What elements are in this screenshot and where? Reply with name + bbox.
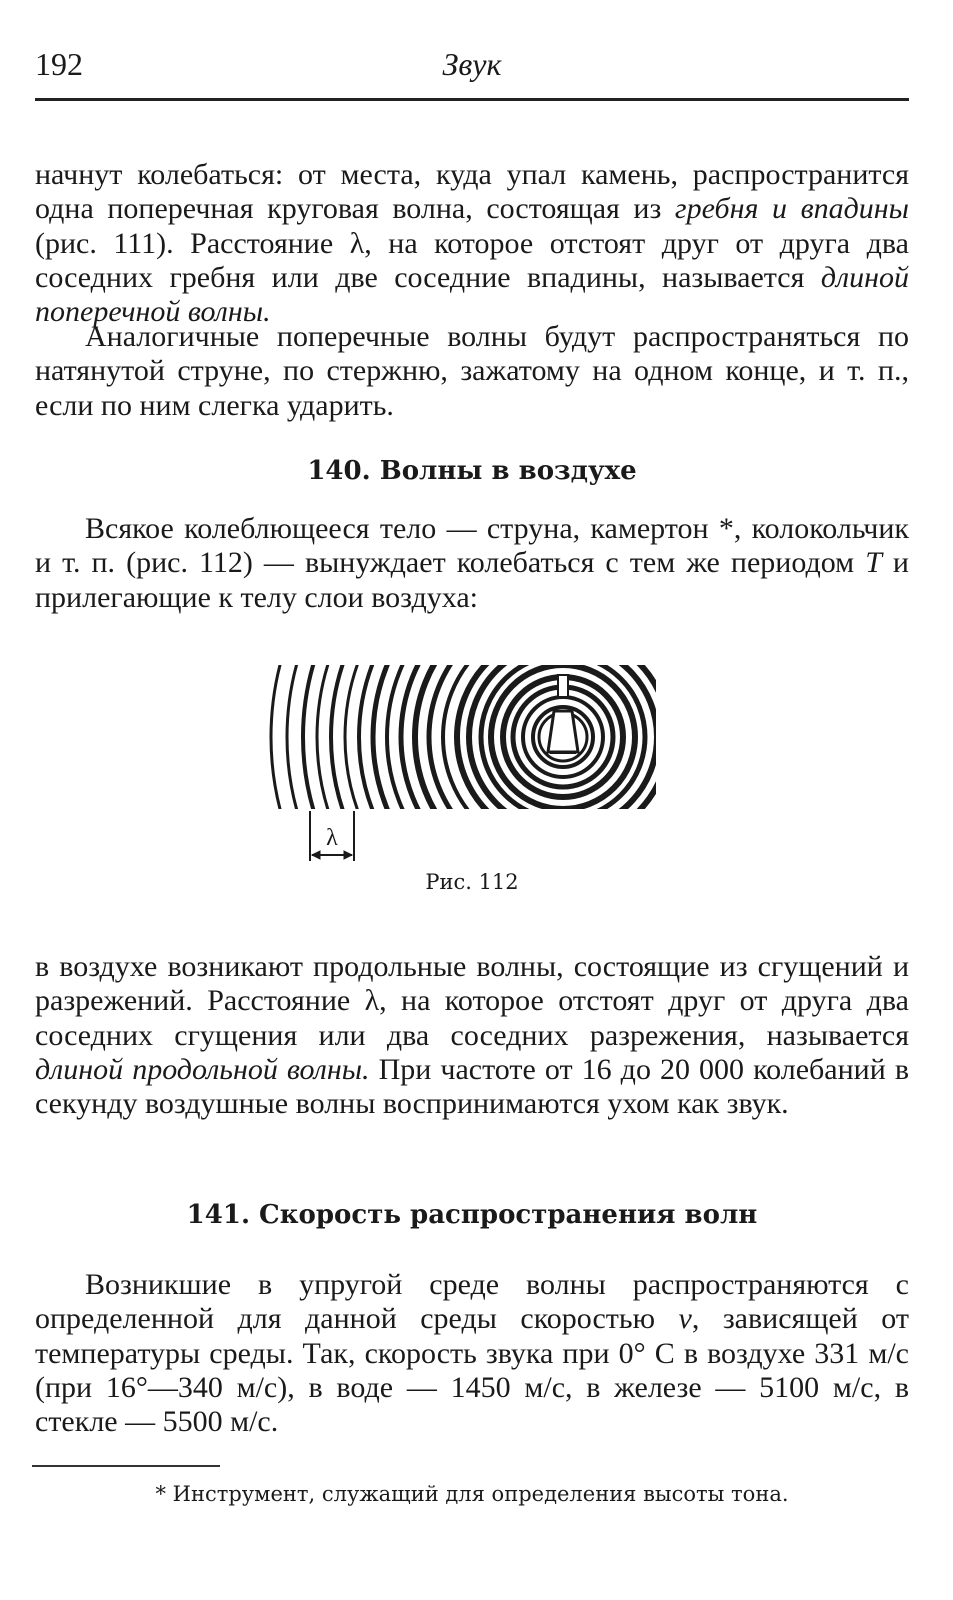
footnote-rule — [32, 1465, 220, 1467]
footnote: * Инструмент, служащий для определения высоты тона. — [155, 1482, 789, 1506]
wavelength-label: λ — [326, 825, 338, 851]
figure-caption: Рис. 112 — [425, 870, 519, 894]
period-symbol: T — [865, 546, 882, 580]
page-header — [35, 46, 909, 96]
term-transverse-wavelength: длиной поперечной волны. — [35, 260, 909, 329]
paragraph-similar-waves: Аналогичные поперечные волны будут распространяться по натянутой струне, по стержню, зажатому на одном конце, и т. п., если по ним слегка ударить. — [35, 320, 909, 422]
term-longitudinal-wavelength: длиной продольной волны. — [35, 1052, 370, 1086]
paragraph-longitudinal-waves: в воздухе возникают продольные волны, состоящие из сгущений и разрежений. Расстояние λ, на которое отстоят друг от друга два соседних сгущения или два соседних разрежения, называется длиной продольной волны. При частоте от 16 до 20 000 колебаний в секунду воздушные волны воспринимаются ухом как звук. — [35, 950, 909, 1121]
running-title: Звук — [442, 46, 502, 82]
paragraph-transverse-waves: начнут колебаться: от места, куда упал камень, распространится одна поперечная круговая волна, состоящая из гребня и впадины (рис. 111). Расстояние λ, на которое отстоят друг от друга два соседних гребня или две соседние впадины, называется длиной поперечной волны. — [35, 158, 909, 329]
paragraph-oscillating-body: Всякое колеблющееся тело — струна, камертон *, колокольчик и т. п. (рис. 112) — вынуждает колебаться с тем же периодом T и прилегающие к телу слои воздуха: — [35, 512, 909, 614]
section-heading-140: 140. Волны в воздухе — [307, 456, 637, 486]
term-crest-trough: гребня и впадины — [674, 192, 909, 226]
page-number: 192 — [35, 46, 83, 82]
velocity-symbol: v — [678, 1302, 692, 1336]
figure-sound-waves-bell — [258, 657, 660, 867]
section-heading-141: 141. Скорость распространения волн — [186, 1200, 758, 1230]
header-rule — [35, 98, 909, 101]
paragraph-wave-speed: Возникшие в упругой среде волны распространяются с определенной для данной среды скоростью v, зависящей от температуры среды. Так, скорость звука при 0° С в воздухе 331 м/с (при 16°—340 м/с), в воде — 1450 м/с, в железе — 5100 м/с, в стекле — 5500 м/с. — [35, 1268, 910, 1439]
